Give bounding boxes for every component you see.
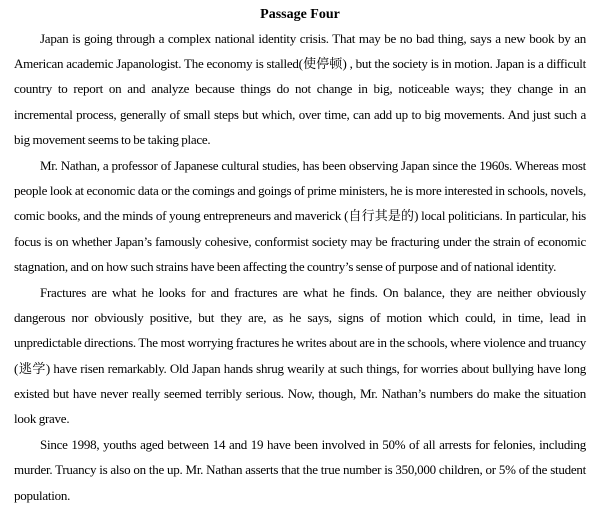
paragraph-2: Mr. Nathan, a professor of Japanese cultural studies, has been observing Japan since the 1960s. Whereas most people look at economic data or the comings and goings of prime ministers, he is more interested in schools, novels, comic books, and the minds of young entrepreneurs and maverick (自行其是的) local politicians. In particular, his focus is on whether Japan’s famously cohesive, conformist society may be fracturing under the strain of economic stagnation, and on how such strains have been affecting the country’s sense of purpose and of national identity. bbox=[14, 158, 586, 274]
paragraph-3: Fractures are what he looks for and fractures are what he finds. On balance, they are neither obviously dangerous nor obviously positive, but they are, as he says, signs of motion which could, in time, lead in unpredictable directions. The most worrying fractures he writes about are in the schools, where violence and truancy (逃学) have risen remarkably. Old Japan hands shrug wearily at such things, for worries about bullying have long existed but have never really seemed terribly serious. Now, though, Mr. Nathan’s numbers do make the situation look grave. bbox=[14, 285, 586, 427]
paragraph-4: Since 1998, youths aged between 14 and 19 have been involved in 50% of all arrests for felonies, including murder. Truancy is also on the up. Mr. Nathan asserts that the true number is 350,000 children, or 5% of the student population. bbox=[14, 437, 586, 503]
passage-document bbox=[14, 6, 586, 509]
passage-title: Passage Four bbox=[260, 7, 340, 22]
paragraph-1: Japan is going through a complex national identity crisis. That may be no bad thing, says a new book by an American academic Japanologist. The economy is stalled(使停顿) , but the society is in motion. Japan is a difficult country to report on and analyze because things do not change in big, noticeable ways; they change in an incremental process, generally of small steps but which, over time, can add up to big movements. And just such a big movement seems to be taking place. bbox=[14, 31, 586, 147]
